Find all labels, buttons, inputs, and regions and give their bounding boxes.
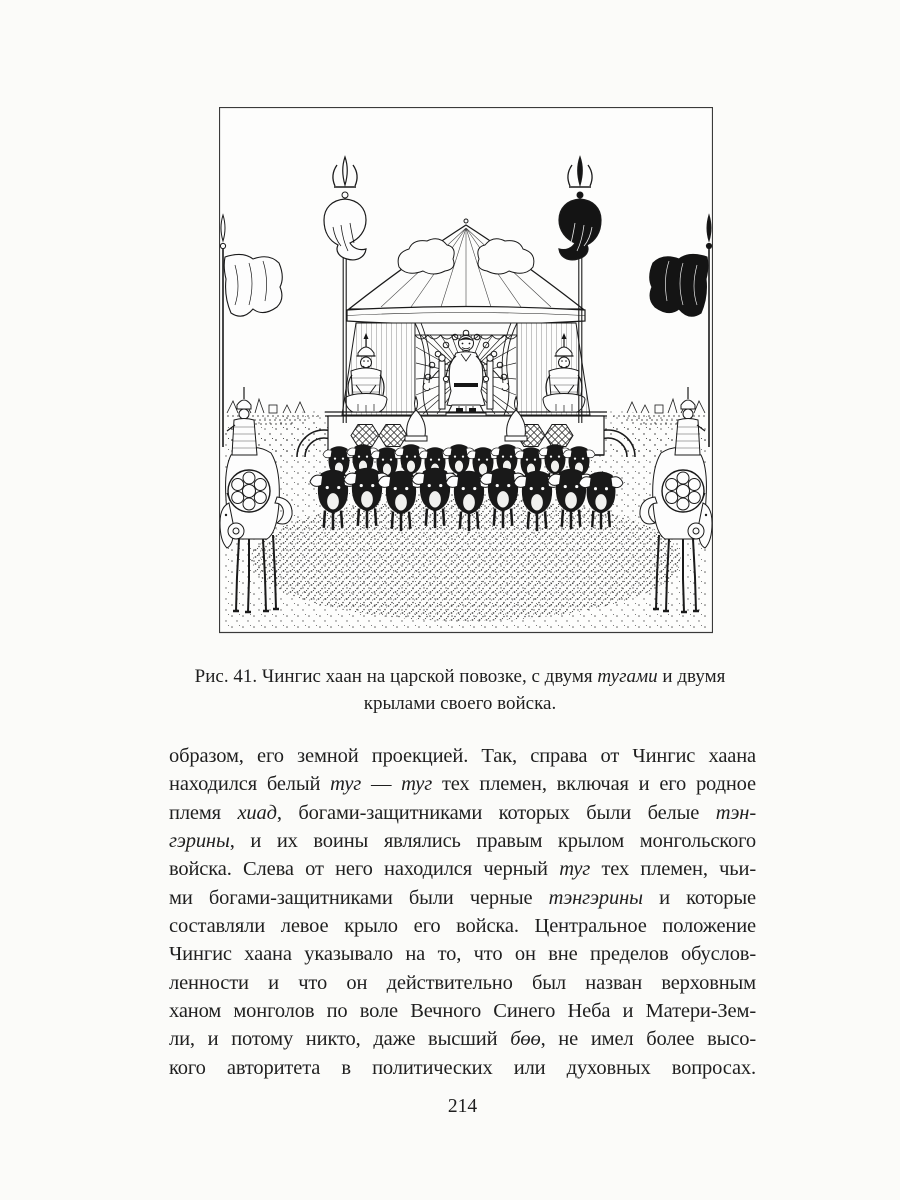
body-line: ли, и потому никто, даже высший бөө, не имел более высо-	[169, 1028, 756, 1051]
body-line: ленности и что он действительно был назван верховным	[169, 971, 756, 994]
body-paragraph	[169, 742, 756, 1082]
figure-illustration	[219, 107, 713, 634]
caption-line: крылами своего войска.	[363, 692, 557, 714]
body-line: племя хиад, богами-защитниками которых были белые тэн-	[169, 801, 756, 824]
body-line: находился белый туг — туг тех племен, включая и его родное	[169, 773, 756, 796]
body-line: ми богами-защитниками были черные тэнгэрины и которые	[169, 886, 756, 909]
body-line: Чингис хаана указывало на то, что он вне пределов обуслов-	[169, 943, 756, 966]
body-line: ханом монголов по воле Вечного Синего Неба и Матери-Зем-	[169, 1000, 756, 1023]
page-number: 214	[447, 1096, 478, 1117]
body-line: кого авторитета в политических или духовных вопросах.	[169, 1056, 756, 1079]
body-line: гэрины, и их воины являлись правым крылом монгольского	[169, 830, 756, 853]
caption-line: Рис. 41. Чингис хаан на царской повозке, с двумя тугами и двумя	[194, 666, 726, 687]
body-line: составляли левое крыло его войска. Центральное положение	[169, 915, 756, 938]
chinggis-cart-drawing	[219, 107, 713, 634]
figure-caption	[140, 664, 780, 717]
body-line: образом, его земной проекцией. Так, справа от Чингис хаана	[169, 745, 756, 767]
body-line: войска. Слева от него находился черный туг тех племен, чьи-	[169, 858, 756, 881]
